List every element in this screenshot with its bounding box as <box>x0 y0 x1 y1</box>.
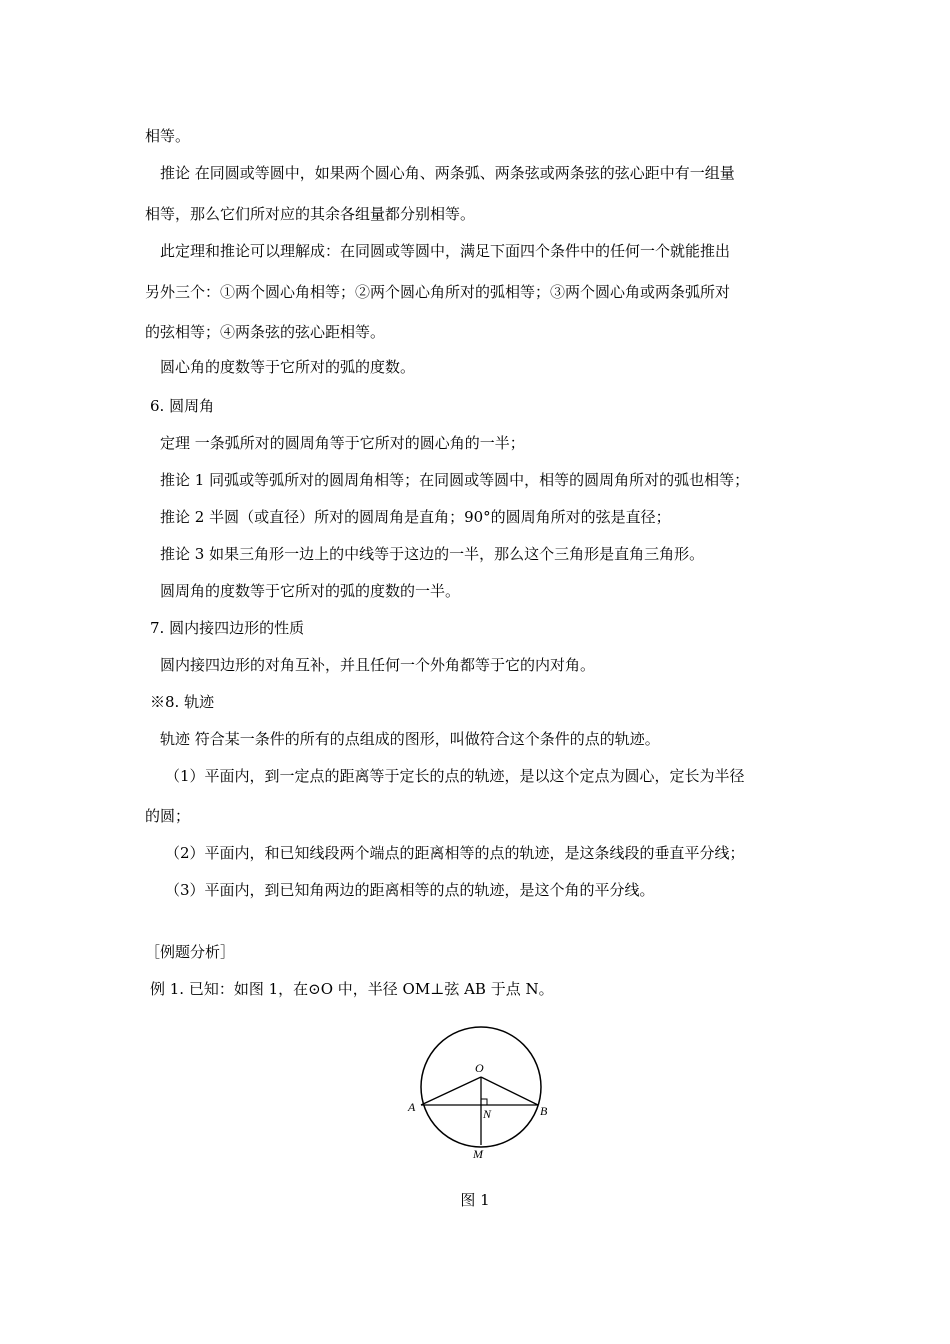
text-line-12: 推论 3 如果三角形一边上的中线等于这边的一半，那么这个三角形是直角三角形。 <box>160 545 705 563</box>
text-line-2: 推论 在同圆或等圆中，如果两个圆心角、两条弧、两条弦或两条弦的弦心距中有一组量 <box>160 164 735 182</box>
section-heading-7: 7. 圆内接四边形的性质 <box>150 619 305 637</box>
text-line-18: （1）平面内，到一定点的距离等于定长的点的轨迹，是以这个定点为圆心，定长为半径 <box>165 767 745 785</box>
radius-oa <box>421 1077 481 1105</box>
text-line-17: 轨迹 符合某一条件的所有的点组成的图形，叫做符合这个条件的点的轨迹。 <box>160 730 660 748</box>
text-line-7: 圆心角的度数等于它所对的弧的度数。 <box>160 358 416 376</box>
text-line-13: 圆周角的度数等于它所对的弧的度数的一半。 <box>160 582 461 600</box>
label-o: O <box>475 1061 484 1075</box>
label-a: A <box>408 1100 416 1114</box>
text-line-11: 推论 2 半圆（或直径）所对的圆周角是直角；90°的圆周角所对的弦是直径； <box>160 508 671 526</box>
text-line-19: 的圆； <box>145 807 191 825</box>
label-b: B <box>540 1104 548 1118</box>
figure-caption: 图 1 <box>460 1191 490 1209</box>
example-heading: ［例题分析］ <box>145 943 236 961</box>
label-n: N <box>483 1107 492 1121</box>
text-line-10: 推论 1 同弧或等弧所对的圆周角相等；在同圆或等圆中，相等的圆周角所对的弧也相等； <box>160 471 750 489</box>
example-1-text: 例 1. 已知：如图 1，在⊙O 中，半径 OM⊥弦 AB 于点 N。 <box>150 980 554 998</box>
text-line-9: 定理 一条弧所对的圆周角等于它所对的圆心角的一半； <box>160 434 525 452</box>
label-m: M <box>473 1147 483 1160</box>
text-line-3: 相等，那么它们所对应的其余各组量都分别相等。 <box>145 205 476 223</box>
text-line-1: 相等。 <box>145 127 191 145</box>
text-line-6: 的弦相等；④两条弦的弦心距相等。 <box>145 323 386 341</box>
section-heading-8: ※8. 轨迹 <box>150 693 215 711</box>
text-line-20: （2）平面内，和已知线段两个端点的距离相等的点的轨迹，是这条线段的垂直平分线； <box>165 844 745 862</box>
text-line-4: 此定理和推论可以理解成：在同圆或等圆中，满足下面四个条件中的任何一个就能推出 <box>160 242 731 260</box>
text-line-15: 圆内接四边形的对角互补，并且任何一个外角都等于它的内对角。 <box>160 656 596 674</box>
right-angle-mark <box>481 1099 487 1105</box>
figure-1-circle-diagram <box>405 1015 555 1160</box>
text-line-21: （3）平面内，到已知角两边的距离相等的点的轨迹，是这个角的平分线。 <box>165 881 655 899</box>
section-heading-6: 6. 圆周角 <box>150 397 215 415</box>
text-line-5: 另外三个：①两个圆心角相等；②两个圆心角所对的弧相等；③两个圆心角或两条弧所对 <box>145 283 731 301</box>
radius-ob <box>481 1077 538 1105</box>
